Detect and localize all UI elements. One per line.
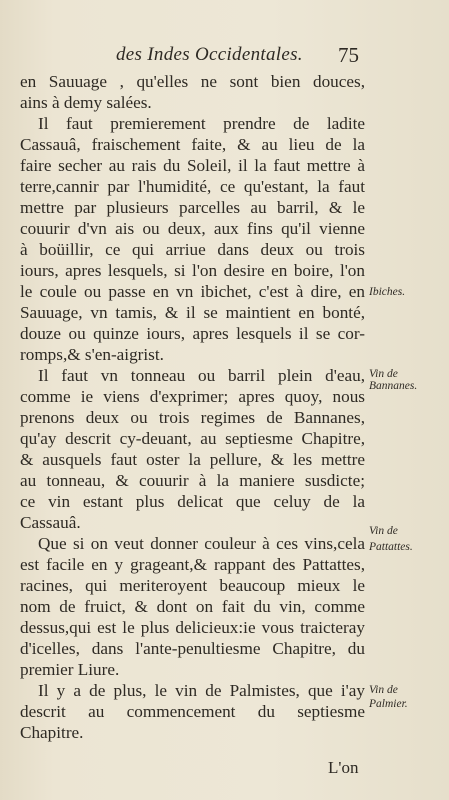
text-line: & ausquels faut oster la pellure, & les mettre bbox=[20, 450, 365, 469]
text-line: iours, apres lesquels, si l'on desire en boire, l'on bbox=[20, 261, 365, 280]
text-line: racines, qui meriteroyent beaucoup mieux le bbox=[20, 576, 365, 595]
text-line: couurir d'vn ais ou deux, aux fins qu'il vienne bbox=[20, 219, 365, 238]
text-line: Cassauâ. bbox=[20, 513, 81, 532]
text-line: Sauuage, vn tamis, & il se maintient en bonté, bbox=[20, 303, 365, 322]
text-line: qu'ay descrit cy-deuant, au septiesme Chapitre, bbox=[20, 429, 365, 448]
margin-note: Vin de bbox=[369, 684, 398, 696]
margin-note: Palmier. bbox=[369, 698, 408, 710]
text-line: Il faut vn tonneau ou barril plein d'eau, bbox=[38, 366, 365, 385]
text-line: descrit au commencement du septiesme bbox=[20, 702, 365, 721]
text-line: en Sauuage , qu'elles ne sont bien douces, bbox=[20, 72, 365, 91]
margin-note: Vin de bbox=[369, 525, 398, 537]
text-line: d'icelles, dans l'ante-penultiesme Chapitre, du bbox=[20, 639, 365, 658]
text-line: douze ou quinze iours, apres lesquels il se cor- bbox=[20, 324, 365, 343]
text-line: à boüillir, ce qui arriue dans deux ou trois bbox=[20, 240, 365, 259]
text-line: Que si on veut donner couleur à ces vins,cela bbox=[38, 534, 365, 553]
text-line: nom de fruict, & dont on fait du vin, comme bbox=[20, 597, 365, 616]
margin-note: Vin de bbox=[369, 368, 398, 380]
text-line: terre,cannir par l'humidité, ce qu'estant, la faut bbox=[20, 177, 365, 196]
text-line: dessus,qui est le plus delicieux:ie vous traicteray bbox=[20, 618, 365, 637]
text-line: Il faut premierement prendre de ladite bbox=[38, 114, 365, 133]
text-line: romps,& s'en-aigrist. bbox=[20, 345, 164, 364]
text-line: comme ie viens d'exprimer; apres quoy, nous bbox=[20, 387, 365, 406]
text-line: ce vin estant plus delicat que celuy de la bbox=[20, 492, 365, 511]
text-line: Chapitre. bbox=[20, 723, 84, 742]
text-line: mettre par plusieurs parcelles au barril, & le bbox=[20, 198, 365, 217]
text-line: Cassauâ, fraischement faite, & au lieu de la bbox=[20, 135, 365, 154]
text-line: Il y a de plus, le vin de Palmistes, que i'ay bbox=[38, 681, 365, 700]
text-line: ains à demy salées. bbox=[20, 93, 152, 112]
text-line: est facile en y grageant,& rappant des Pattattes, bbox=[20, 555, 365, 574]
page-number: 75 bbox=[338, 43, 359, 67]
running-title: des Indes Occidentales. bbox=[116, 44, 303, 65]
text-line: au tonneau, & couurir à la maniere susdicte; bbox=[20, 471, 365, 490]
text-line: faire secher au rais du Soleil, il la faut mettre à bbox=[20, 156, 365, 175]
margin-note: Pattattes. bbox=[369, 541, 413, 553]
text-line: le coule ou passe en vn ibichet, c'est à dire, en bbox=[20, 282, 365, 301]
catchword: L'on bbox=[328, 758, 359, 777]
page-header bbox=[0, 44, 449, 70]
margin-note: Ibiches. bbox=[369, 286, 406, 298]
text-line: prenons deux ou trois regimes de Bannanes, bbox=[20, 408, 365, 427]
text-line: premier Liure. bbox=[20, 660, 120, 679]
margin-note: Bannanes. bbox=[369, 380, 418, 392]
